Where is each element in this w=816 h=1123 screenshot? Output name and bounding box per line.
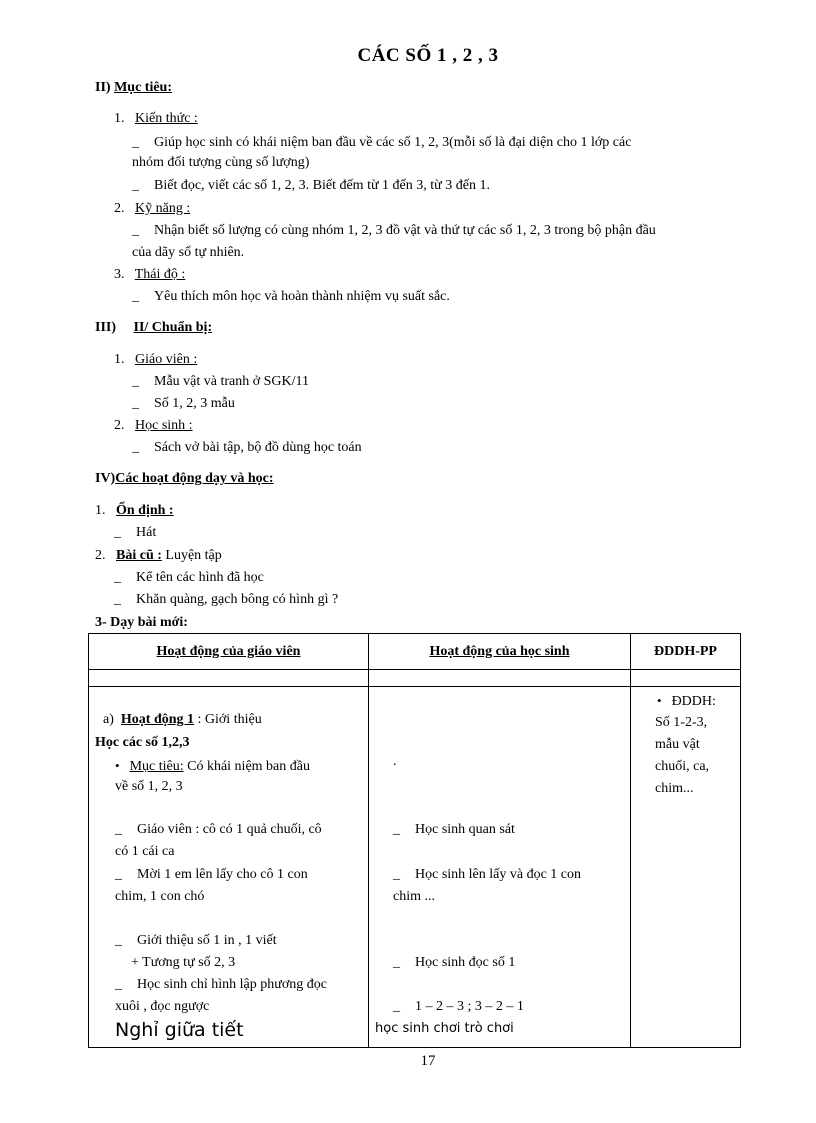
- tools-line-3: mẫu vật: [655, 737, 700, 752]
- teacher-prep-line-2: _ Số 1, 2, 3 mẫu: [132, 396, 235, 411]
- knowledge-line-1b: nhóm đối tượng cùng số lượng): [132, 155, 310, 170]
- break-label: Nghỉ giữa tiết: [115, 1019, 244, 1041]
- skills-line-1b: của dãy số tự nhiên.: [132, 245, 245, 260]
- table-header-row: [89, 634, 741, 670]
- student-activity-cell: [369, 687, 631, 1048]
- stabilize-num: 1.: [95, 503, 106, 518]
- teacher-prep-num: 1.: [114, 352, 125, 367]
- table-spacer-row: [89, 670, 741, 687]
- student-dot: .: [393, 754, 397, 769]
- skills-line-1: _ Nhận biết số lượng có cùng nhóm 1, 2, 3 đồ vật và thứ tự các số 1, 2, 3 trong bộ phận đầu: [132, 223, 656, 238]
- student-step-3: _ Học sinh đọc số 1: [393, 955, 516, 970]
- teacher-step-2b: chim, 1 con chó: [115, 889, 205, 904]
- tools-line-4: chuối, ca,: [655, 759, 710, 774]
- student-step-1: _ Học sinh quan sát: [393, 822, 515, 837]
- teacher-prep-label: [114, 352, 197, 368]
- knowledge-title: Kiến thức :: [135, 111, 198, 126]
- tools-line-1: • ĐDDH:: [657, 693, 716, 710]
- knowledge-line-2: _ Biết đọc, viết các số 1, 2, 3. Biết đếm từ 1 đến 3, từ 3 đến 1.: [132, 178, 490, 193]
- lesson-activity-table: [88, 633, 741, 1048]
- objectives-heading: [95, 80, 172, 96]
- attitude-label: [114, 267, 185, 283]
- teacher-step-5b: xuôi , đọc ngược: [115, 999, 210, 1014]
- student-prep-title: Học sinh :: [135, 418, 193, 433]
- goal-line: • Mục tiêu: Có khái niệm ban đầu: [115, 758, 310, 775]
- stabilize-line-1: _ Hát: [114, 525, 157, 540]
- teacher-step-2: _ Mời 1 em lên lấy cho cô 1 con: [115, 867, 308, 882]
- header-tools: ĐDDH-PP: [631, 634, 741, 670]
- stabilize-label: [95, 503, 174, 519]
- skills-num: 2.: [114, 201, 125, 216]
- old-lesson-num: 2.: [95, 548, 106, 563]
- old-lesson-line-2: _ Khăn quàng, gạch bông có hình gì ?: [114, 592, 339, 607]
- old-lesson-line-1: _ Kể tên các hình đã học: [114, 570, 264, 585]
- skills-title: Kỹ năng :: [135, 201, 191, 216]
- teacher-step-5: _ Học sinh chỉ hình lập phương đọc: [115, 977, 327, 992]
- student-prep-label: [114, 418, 193, 434]
- student-step-2: _ Học sinh lên lấy và đọc 1 con: [393, 867, 582, 882]
- spacer-cell: [631, 670, 741, 687]
- activities-heading-label: Các hoạt động dạy và học:: [115, 471, 274, 486]
- teacher-step-3: _ Giới thiệu số 1 in , 1 viết: [115, 933, 277, 948]
- spacer-cell: [369, 670, 631, 687]
- old-lesson-topic: Luyện tập: [165, 548, 222, 563]
- activity-1-subtitle: Học các số 1,2,3: [95, 735, 190, 750]
- student-prep-num: 2.: [114, 418, 125, 433]
- student-step-5: học sinh chơi trò chơi: [375, 1021, 514, 1036]
- student-prep-line-1: _ Sách vở bài tập, bộ đồ dùng học toán: [132, 440, 362, 455]
- activities-heading: [95, 471, 274, 487]
- student-step-4: _ 1 – 2 – 3 ; 3 – 2 – 1: [393, 999, 524, 1014]
- stabilize-title: Ổn định :: [116, 503, 174, 518]
- teacher-prep-line-1: _ Mẫu vật và tranh ở SGK/11: [132, 374, 310, 389]
- page-number: 17: [420, 1053, 436, 1069]
- new-lesson-heading: 3- Dạy bài mới:: [95, 615, 188, 630]
- preparation-heading: [95, 320, 212, 336]
- preparation-heading-label: II/ Chuẩn bị:: [133, 320, 213, 335]
- knowledge-label: [114, 111, 198, 127]
- knowledge-line-1: _ Giúp học sinh có khái niệm ban đầu về các số 1, 2, 3(mỗi số là đại diện cho 1 lớp các: [132, 135, 632, 150]
- teacher-step-1: _ Giáo viên : cô có 1 quả chuối, cô: [115, 822, 322, 837]
- knowledge-num: 1.: [114, 111, 125, 126]
- spacer-cell: [89, 670, 369, 687]
- header-teacher: Hoạt động của giáo viên: [89, 634, 369, 670]
- tools-line-5: chim...: [655, 781, 694, 796]
- tools-line-2: Số 1-2-3,: [655, 715, 708, 730]
- old-lesson-label: [95, 548, 222, 564]
- attitude-num: 3.: [114, 267, 125, 282]
- old-lesson-title: Bài cũ :: [116, 548, 162, 563]
- preparation-heading-num: III): [95, 320, 117, 335]
- teacher-prep-title: Giáo viên :: [135, 352, 198, 367]
- goal-line-2: về số 1, 2, 3: [115, 779, 183, 794]
- objectives-heading-label: Mục tiêu:: [114, 80, 172, 95]
- student-step-2b: chim ...: [393, 889, 435, 904]
- header-student: Hoạt động của học sinh: [369, 634, 631, 670]
- skills-label: [114, 201, 190, 217]
- page-title: CÁC SỐ 1 , 2 , 3: [357, 45, 499, 66]
- attitude-line-1: _ Yêu thích môn học và hoàn thành nhiệm vụ suất sắc.: [132, 289, 450, 304]
- teacher-activity-cell: [89, 687, 369, 1048]
- teacher-step-1b: có 1 cái ca: [115, 844, 175, 859]
- activities-heading-num: IV): [95, 471, 116, 486]
- objectives-heading-num: II): [95, 80, 111, 95]
- activity-1-title: a) Hoạt động 1 : Giới thiệu: [103, 712, 262, 727]
- tools-cell: [631, 687, 741, 1048]
- attitude-title: Thái độ :: [134, 267, 186, 282]
- table-content-row: [89, 687, 741, 1048]
- teacher-step-4: + Tương tự số 2, 3: [131, 955, 236, 970]
